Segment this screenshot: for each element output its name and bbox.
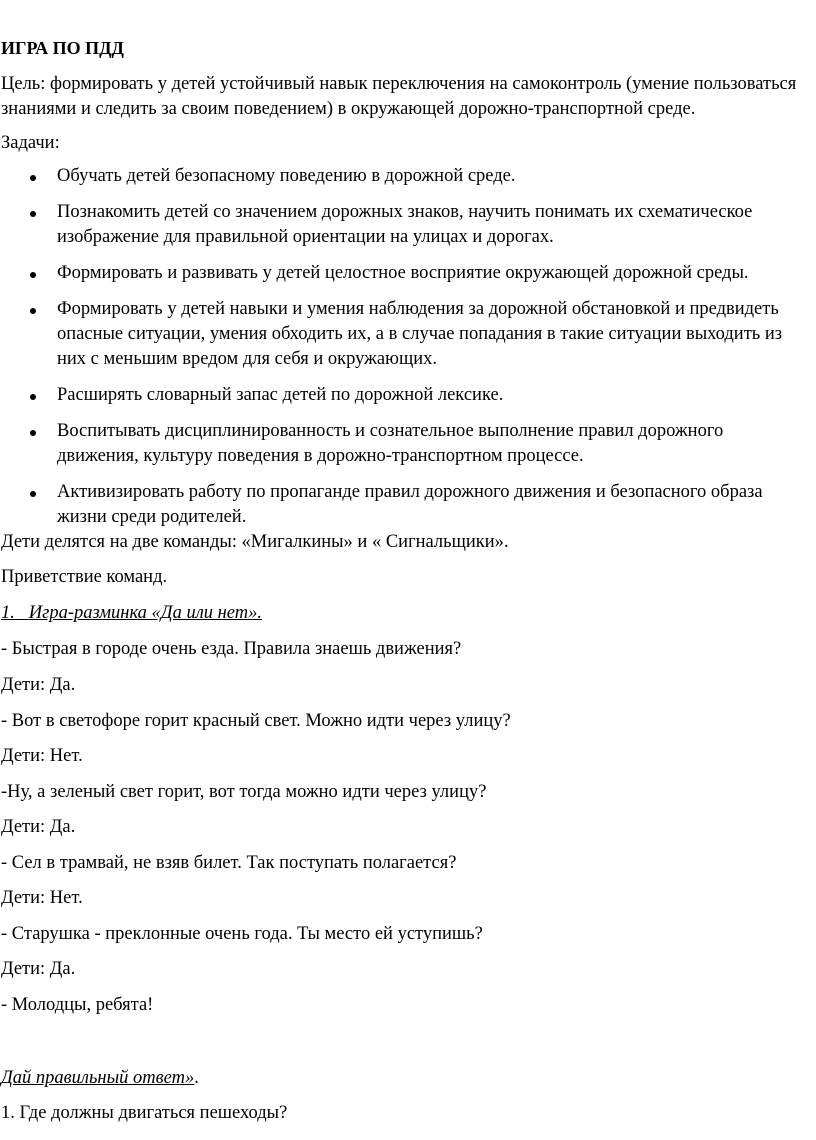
bullet-icon [30, 394, 36, 400]
dialog-line: - Быстрая в городе очень езда. Правила знаешь движения? [1, 639, 462, 659]
game1-title: Игра-разминка «Да или нет». [28, 603, 263, 623]
dialog-line: - Старушка - преклонные очень года. Ты место ей уступишь? [1, 924, 483, 944]
question-1: 1. Где должны двигаться пешеходы? [1, 1103, 288, 1123]
bullet-icon [30, 272, 36, 278]
dialog-line: -Ну, а зеленый свет горит, вот тогда можно идти через улицу? [1, 782, 487, 802]
game2-heading [1, 1066, 199, 1091]
task-text: Формировать и развивать у детей целостное восприятие окружающей дорожной среды. [57, 263, 749, 283]
task-text: Расширять словарный запас детей по дорожной лексике. [57, 385, 504, 405]
greeting-paragraph: Приветствие команд. [1, 567, 168, 587]
dialog-line: - Вот в светофоре горит красный свет. Можно идти через улицу? [1, 711, 511, 731]
task-text: Формировать у детей навыки и умения наблюдения за дорожной обстановкой и предвидеть опасные ситуации, умения обходить их, а в случае попадания в такие ситуации выходить из них с меньшим вредом для себя и окружающих. [57, 299, 783, 369]
dialog-line: Дети: Нет. [1, 746, 83, 766]
bullet-icon [30, 211, 36, 217]
teams-paragraph: Дети делятся на две команды: «Мигалкины» и « Сигнальщики». [1, 532, 509, 552]
list-item [0, 383, 800, 408]
list-item [0, 419, 800, 469]
bullet-icon [30, 175, 36, 181]
list-item [0, 297, 800, 372]
document-title: ИГРА ПО ПДД [1, 38, 124, 58]
task-text: Активизировать работу по пропаганде правил дорожного движения и безопасного образа жизни среди родителей. [57, 482, 763, 527]
list-item [0, 164, 800, 189]
game1-number: 1. [1, 603, 15, 623]
game2-suffix: . [194, 1068, 199, 1088]
tasks-list [0, 164, 800, 541]
task-text: Воспитывать дисциплинированность и сознательное выполнение правил дорожного движения, культуру поведения в дорожно-транспортном процессе. [57, 421, 724, 466]
list-item [0, 200, 800, 250]
tasks-heading: Задачи: [1, 133, 60, 153]
game1-heading [1, 601, 262, 626]
bullet-icon [30, 308, 36, 314]
bullet-icon [30, 491, 36, 497]
dialog-line: - Молодцы, ребята! [1, 995, 154, 1015]
dialog-line: - Сел в трамвай, не взяв билет. Так поступать полагается? [1, 853, 457, 873]
task-text: Познакомить детей со значением дорожных знаков, научить понимать их схематическое изображение для правильной ориентации на улицах и дорогах. [57, 202, 753, 247]
dialog-line: Дети: Да. [1, 675, 76, 695]
dialog-line: Дети: Да. [1, 817, 76, 837]
game2-title: Дай правильный ответ» [1, 1068, 195, 1088]
list-item [0, 261, 800, 286]
list-item [0, 480, 800, 530]
dialog-line: Дети: Да. [1, 959, 76, 979]
goal-paragraph: Цель: формировать у детей устойчивый навык переключения на самоконтроль (умение пользоваться знаниями и следить за своим поведением) в окружающей дорожно-транспортной среде. [1, 74, 797, 119]
bullet-icon [30, 430, 36, 436]
task-text: Обучать детей безопасному поведению в дорожной среде. [57, 166, 516, 186]
dialog-line: Дети: Нет. [1, 888, 83, 908]
